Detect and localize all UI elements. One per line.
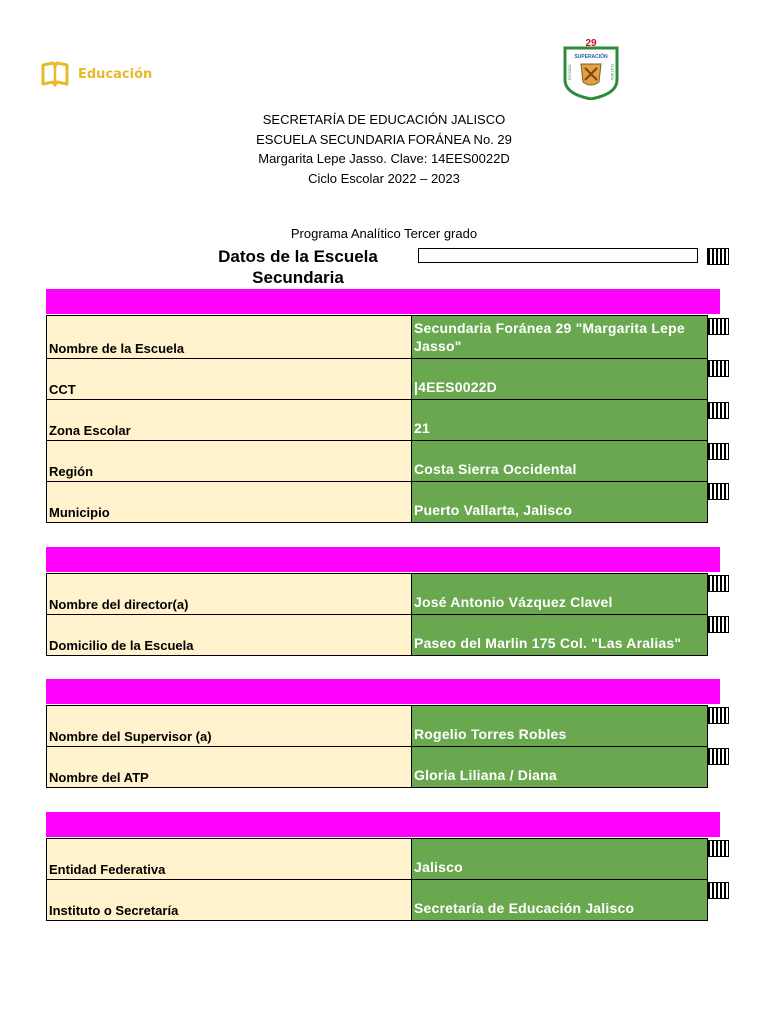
municipality-field[interactable]: Puerto Vallarta, Jalisco	[412, 482, 708, 523]
field-label: Entidad Federativa	[47, 839, 412, 880]
title-input-field[interactable]	[418, 248, 698, 263]
table-row	[47, 747, 708, 788]
field-label: Nombre del director(a)	[47, 574, 412, 615]
field-label: CCT	[47, 359, 412, 400]
table-row	[47, 400, 708, 441]
checkbox[interactable]	[707, 575, 729, 592]
checkbox[interactable]	[707, 707, 729, 724]
table-row	[47, 359, 708, 400]
school-data-table	[46, 315, 708, 523]
section-band-1	[46, 289, 720, 314]
table-row	[47, 316, 708, 359]
checkbox[interactable]	[707, 483, 729, 500]
table-row	[47, 574, 708, 615]
seal-number: 29	[585, 38, 597, 49]
cct-field[interactable]: |4EES0022D	[412, 359, 708, 400]
school-seal	[561, 38, 621, 100]
table-row	[47, 839, 708, 880]
atp-name-field[interactable]: Gloria Liliana / Diana	[412, 747, 708, 788]
field-label: Instituto o Secretaría	[47, 880, 412, 921]
educacion-logo	[40, 60, 152, 88]
field-label: Nombre del ATP	[47, 747, 412, 788]
document-header	[0, 110, 768, 188]
section-title-line-2: Secundaria	[252, 268, 344, 287]
federal-entity-field[interactable]: Jalisco	[412, 839, 708, 880]
checkbox[interactable]	[707, 402, 729, 419]
section-title	[198, 246, 398, 288]
checkbox[interactable]	[707, 748, 729, 765]
director-data-table	[46, 573, 708, 656]
field-label: Domicilio de la Escuela	[47, 615, 412, 656]
section-band-4	[46, 812, 720, 837]
field-label: Zona Escolar	[47, 400, 412, 441]
program-title: Programa Analítico Tercer grado	[290, 226, 478, 241]
field-label: Región	[47, 441, 412, 482]
school-name-field[interactable]: Secundaria Foránea 29 "Margarita Lepe Jasso"	[412, 316, 708, 359]
header-line-3: Margarita Lepe Jasso. Clave: 14EES0022D	[258, 151, 510, 166]
section-title-line-1: Datos de la Escuela	[218, 247, 378, 266]
checkbox[interactable]	[707, 248, 729, 265]
supervisor-name-field[interactable]: Rogelio Torres Robles	[412, 706, 708, 747]
table-row	[47, 615, 708, 656]
zone-field[interactable]: 21	[412, 400, 708, 441]
institute-field[interactable]: Secretaría de Educación Jalisco	[412, 880, 708, 921]
supervisor-data-table	[46, 705, 708, 788]
field-label: Nombre del Supervisor (a)	[47, 706, 412, 747]
entity-data-table	[46, 838, 708, 921]
table-row	[47, 880, 708, 921]
director-name-field[interactable]: José Antonio Vázquez Clavel	[412, 574, 708, 615]
checkbox[interactable]	[707, 443, 729, 460]
checkbox[interactable]	[707, 882, 729, 899]
seal-side-right: CULTURA	[610, 63, 614, 81]
checkbox[interactable]	[707, 360, 729, 377]
checkbox[interactable]	[707, 318, 729, 335]
table-row	[47, 706, 708, 747]
field-label: Nombre de la Escuela	[47, 316, 412, 359]
header-line-2: ESCUELA SECUNDARIA FORÁNEA No. 29	[256, 131, 512, 147]
header-line-4: Ciclo Escolar 2022 – 2023	[308, 170, 460, 186]
section-band-3	[46, 679, 720, 704]
checkbox[interactable]	[707, 840, 729, 857]
book-icon	[40, 60, 70, 88]
seal-ring-text: SUPERACIÓN	[574, 54, 608, 60]
field-label: Municipio	[47, 482, 412, 523]
school-address-field[interactable]: Paseo del Marlin 175 Col. "Las Aralias"	[412, 615, 708, 656]
brand-name: Educación	[78, 66, 153, 82]
region-field[interactable]: Costa Sierra Occidental	[412, 441, 708, 482]
section-band-2	[46, 547, 720, 572]
checkbox[interactable]	[707, 616, 729, 633]
header-line-1: SECRETARÍA DE EDUCACIÓN JALISCO	[262, 112, 506, 127]
table-row	[47, 482, 708, 523]
seal-side-left: ESTUDIO	[568, 64, 572, 80]
table-row	[47, 441, 708, 482]
